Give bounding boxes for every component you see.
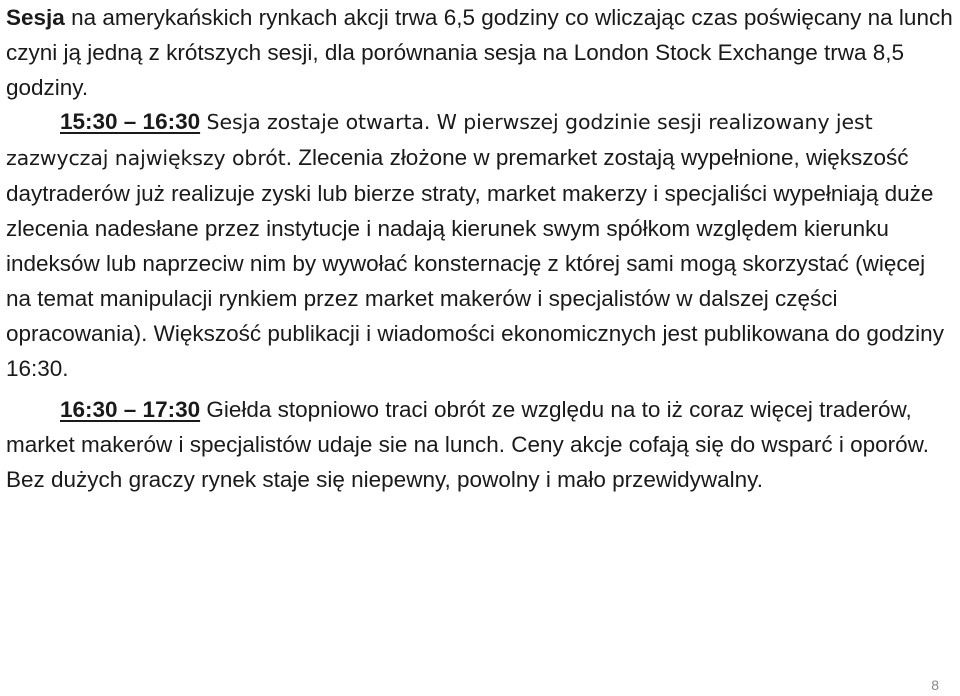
paragraph-session-intro: [6, 0, 956, 105]
page-number: 8: [931, 677, 939, 693]
time-range-1630-1730: 16:30 – 17:30: [60, 397, 201, 422]
time-range-1530-1630: 15:30 – 16:30: [60, 109, 201, 134]
session-term: Sesja: [6, 5, 65, 30]
opening-hour-lead-text: Sesja zostaje otwarta. W pierwszej godzinie sesji realizowany jest zazwyczaj największy obrót.: [6, 110, 873, 170]
session-intro-text: na amerykańskich rynkach akcji trwa 6,5 godziny co wliczając czas poświęcany na lunch czyni ją jedną z krótszych sesji, dla porównania sesja na London Stock Exchange trwa 8,5 godziny.: [6, 5, 953, 100]
paragraph-lunch-hour: [6, 392, 956, 497]
lunch-hour-text: Giełda stopniowo traci obrót ze względu na to iż coraz więcej traderów, market makerów i specjalistów udaje sie na lunch. Ceny akcje cofają się do wsparć i oporów. Bez dużych graczy rynek staje się niepewny, powolny i mało przewidywalny.: [6, 397, 929, 492]
opening-hour-text: Zlecenia złożone w premarket zostają wypełnione, większość daytraderów już realizuje zyski lub bierze straty, market makerzy i specjaliści wypełniają duże zlecenia nadesłane przez instytucje i nadają kierunek swym spółkom względem kierunku indeksów lub naprzeciw nim by wywołać konsternację z której sami mogą skorzystać (więcej na temat manipulacji rynkiem przez market makerów i specjalistów w dalszej części opracowania). Większość publikacji i wiadomości ekonomicznych jest publikowana do godziny 16:30.: [6, 145, 944, 381]
paragraph-opening-hour: [6, 104, 956, 386]
